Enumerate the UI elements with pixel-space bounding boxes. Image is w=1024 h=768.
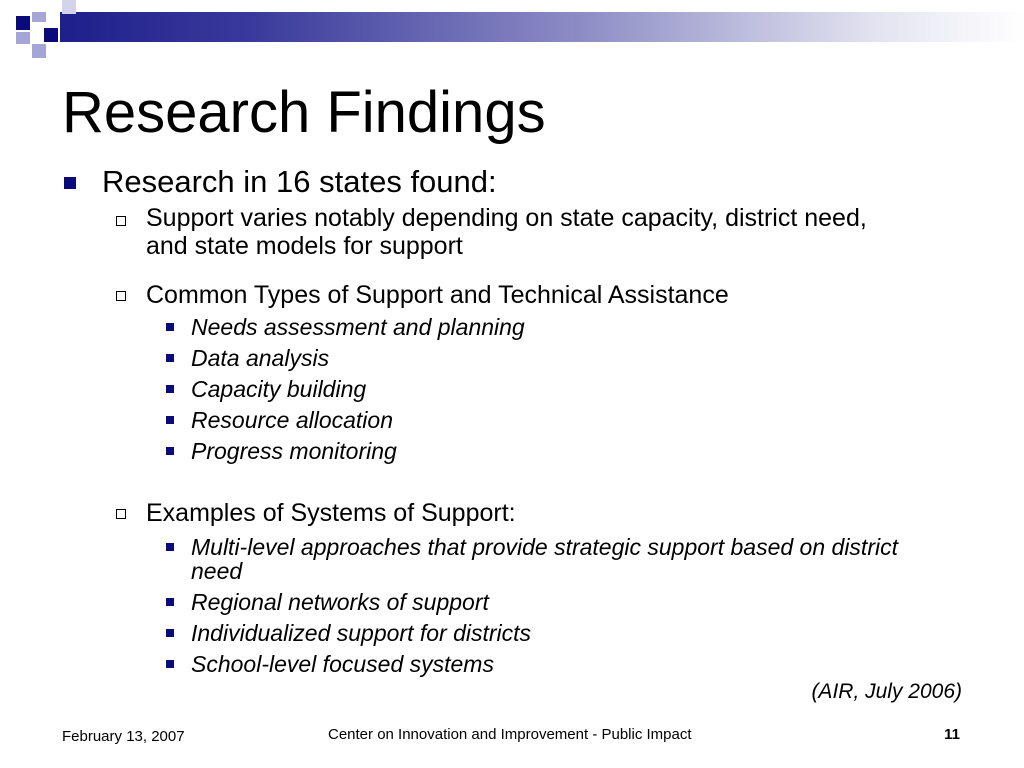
- header-square: [62, 0, 76, 14]
- sub-bullet-text: Support varies notably depending on state capacity, district need, and state models for support: [146, 204, 867, 260]
- small-square-bullet-icon: [166, 354, 174, 362]
- list-item: Regional networks of support: [191, 589, 489, 615]
- footer-organization: Center on Innovation and Improvement - Public Impact: [328, 726, 692, 743]
- main-bullet-text: Research in 16 states found:: [102, 164, 497, 199]
- list-item: Capacity building: [191, 376, 367, 402]
- list-item: Needs assessment and planning: [191, 314, 525, 340]
- hollow-square-bullet-icon: [116, 509, 126, 519]
- header-square: [16, 32, 30, 44]
- header-square: [32, 12, 46, 22]
- footer-date: February 13, 2007: [62, 728, 185, 745]
- header-square: [44, 28, 58, 42]
- hollow-square-bullet-icon: [116, 291, 126, 301]
- header-gradient-bar: [60, 12, 1024, 42]
- square-bullet-icon: [64, 177, 76, 189]
- sub-bullet-text: Examples of Systems of Support:: [146, 499, 516, 527]
- citation: (AIR, July 2006): [811, 680, 962, 703]
- list-item: Multi-level approaches that provide strategic support based on district need: [191, 534, 898, 584]
- header-square: [16, 16, 30, 30]
- list-item: Progress monitoring: [191, 438, 397, 464]
- small-square-bullet-icon: [166, 543, 174, 551]
- sub-bullet-text: Common Types of Support and Technical Assistance: [146, 281, 729, 309]
- list-item: School-level focused systems: [191, 651, 494, 677]
- list-item: Resource allocation: [191, 407, 394, 433]
- list-item: Data analysis: [191, 345, 330, 371]
- small-square-bullet-icon: [166, 385, 174, 393]
- page-number: 11: [944, 726, 960, 743]
- list-item: Individualized support for districts: [191, 620, 532, 646]
- slide-title: Research Findings: [62, 80, 546, 145]
- small-square-bullet-icon: [166, 416, 174, 424]
- small-square-bullet-icon: [166, 447, 174, 455]
- small-square-bullet-icon: [166, 323, 174, 331]
- small-square-bullet-icon: [166, 660, 174, 668]
- small-square-bullet-icon: [166, 598, 174, 606]
- small-square-bullet-icon: [166, 629, 174, 637]
- hollow-square-bullet-icon: [116, 216, 126, 226]
- header-square: [32, 44, 46, 58]
